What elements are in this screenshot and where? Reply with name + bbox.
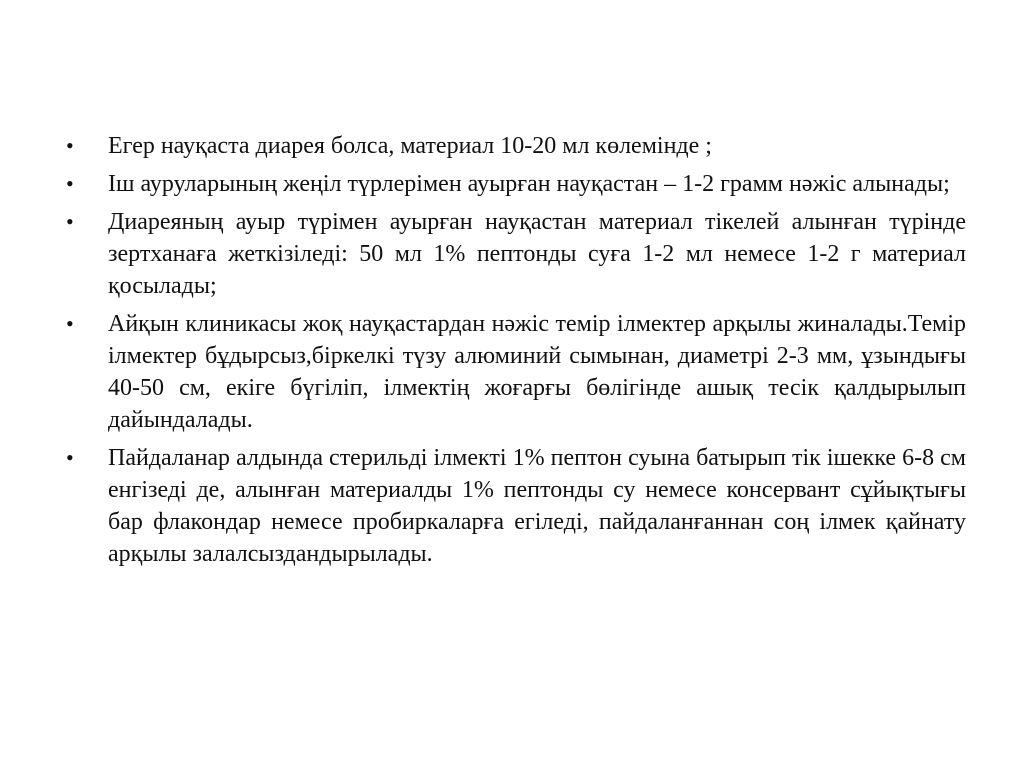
list-item-text: Егер науқаста диарея болса, материал 10-20 мл көлемінде ; [108,133,712,159]
list-item-text: Іш ауруларының жеңіл түрлерімен ауырған науқастан – 1-2 грамм нәжіс алынады; [108,171,950,197]
list-item-text: Айқын клиникасы жоқ науқастардан нәжіс темір ілмектер арқылы жиналады.Темір ілмектер бұдырсыз,біркелкі түзу алюминий сымынан, диаметрі 2-3 мм, ұзындығы 40-50 см, екіге бүгіліп, ілмектің жоғарғы бөлігінде ашық тесік қалдырылып дайындалады. [108,311,966,433]
list-item-text: Пайдаланар алдында стерильді ілмекті 1% пептон суына батырып тік ішекке 6-8 см енгізеді де, алынған материалды 1% пептонды су немесе консервант сұйықтығы бар флакондар немесе пробиркаларға егіледі, пайдаланғаннан соң ілмек қайнату арқылы залалсыздандырылады. [108,445,966,567]
list-item [66,168,966,200]
list-item [66,206,966,302]
list-item-text: Диареяның ауыр түрімен ауырған науқастан материал тікелей алынған түрінде зертханаға жеткізіледі: 50 мл 1% пептонды суға 1-2 мл немесе 1-2 г материал қосылады; [108,209,966,299]
bullet-icon: • [66,133,74,158]
bullet-icon: • [66,445,74,470]
list-item [66,130,966,162]
list-item [66,308,966,436]
list-item [66,442,966,570]
bullet-icon: • [66,171,74,196]
bullet-icon: • [66,209,74,234]
bullet-list [66,130,966,576]
bullet-icon: • [66,311,74,336]
